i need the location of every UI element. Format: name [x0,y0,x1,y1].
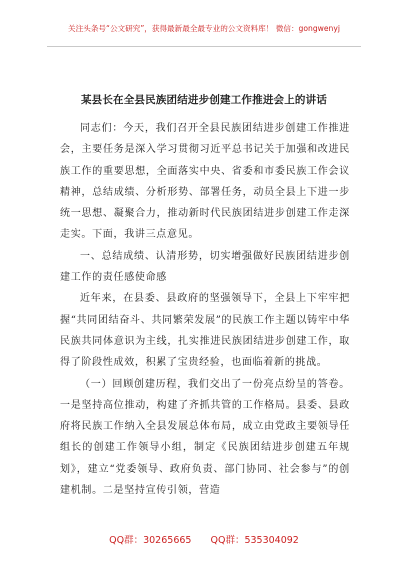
header-notice-bar [47,22,361,47]
footer-contact [0,532,408,546]
paragraph-intro: 同志们：今天，我们召开全县民族团结进步创建工作推进会，主要任务是深入学习贯彻习近平总书记关于加强和改进民族工作的重要思想，全面落实中央、省委和市委民族工作会议精神，总结成绩、分析形势、部署任务，动员全县上下进一步统一思想、凝聚合力，推动新时代民族团结进步创建工作走深走实。下面，我讲三点意见。 [60,123,350,241]
paragraph-achievements: 近年来，在县委、县政府的坚强领导下，全县上下牢牢把握“共同团结奋斗、共同繁荣发展”的民族工作主题以铸牢中华民族共同体意识为主线，扎实推进民族团结进步创建工作，取得了阶段性成效，积累了宝贵经验，也面临着新的挑战。 [60,293,350,369]
document-body [60,118,350,501]
footer-qq-group-1: QQ群：30265665 [109,535,192,546]
document-title: 某县长在全县民族团结进步创建工作推进会上的讲话 [80,94,328,106]
paragraph-section-heading: 一、总结成绩、认清形势，切实增强做好民族团结进步创建工作的责任感使命感 [60,250,350,284]
header-notice-text: 关注头条号“公文研究”，获得最新最全最专业的公文资料库！ 微信：gongwenyj [68,24,340,33]
paragraph-review: （一）回顾创建历程，我们交出了一份亮点纷呈的答卷。一是坚持高位推动，构建了齐抓共管的工作格局。县委、县政府将民族工作纳入全县发展总体布局，成立由党政主要领导任组长的创建工作领导小组，制定《民族团结进步创建五年规划》，建立“党委领导、政府负责、部门协同、社会参与”的创建机制。二是坚持宣传引领，营造 [60,378,350,497]
footer-qq-group-2: QQ群：535304092 [210,535,299,546]
